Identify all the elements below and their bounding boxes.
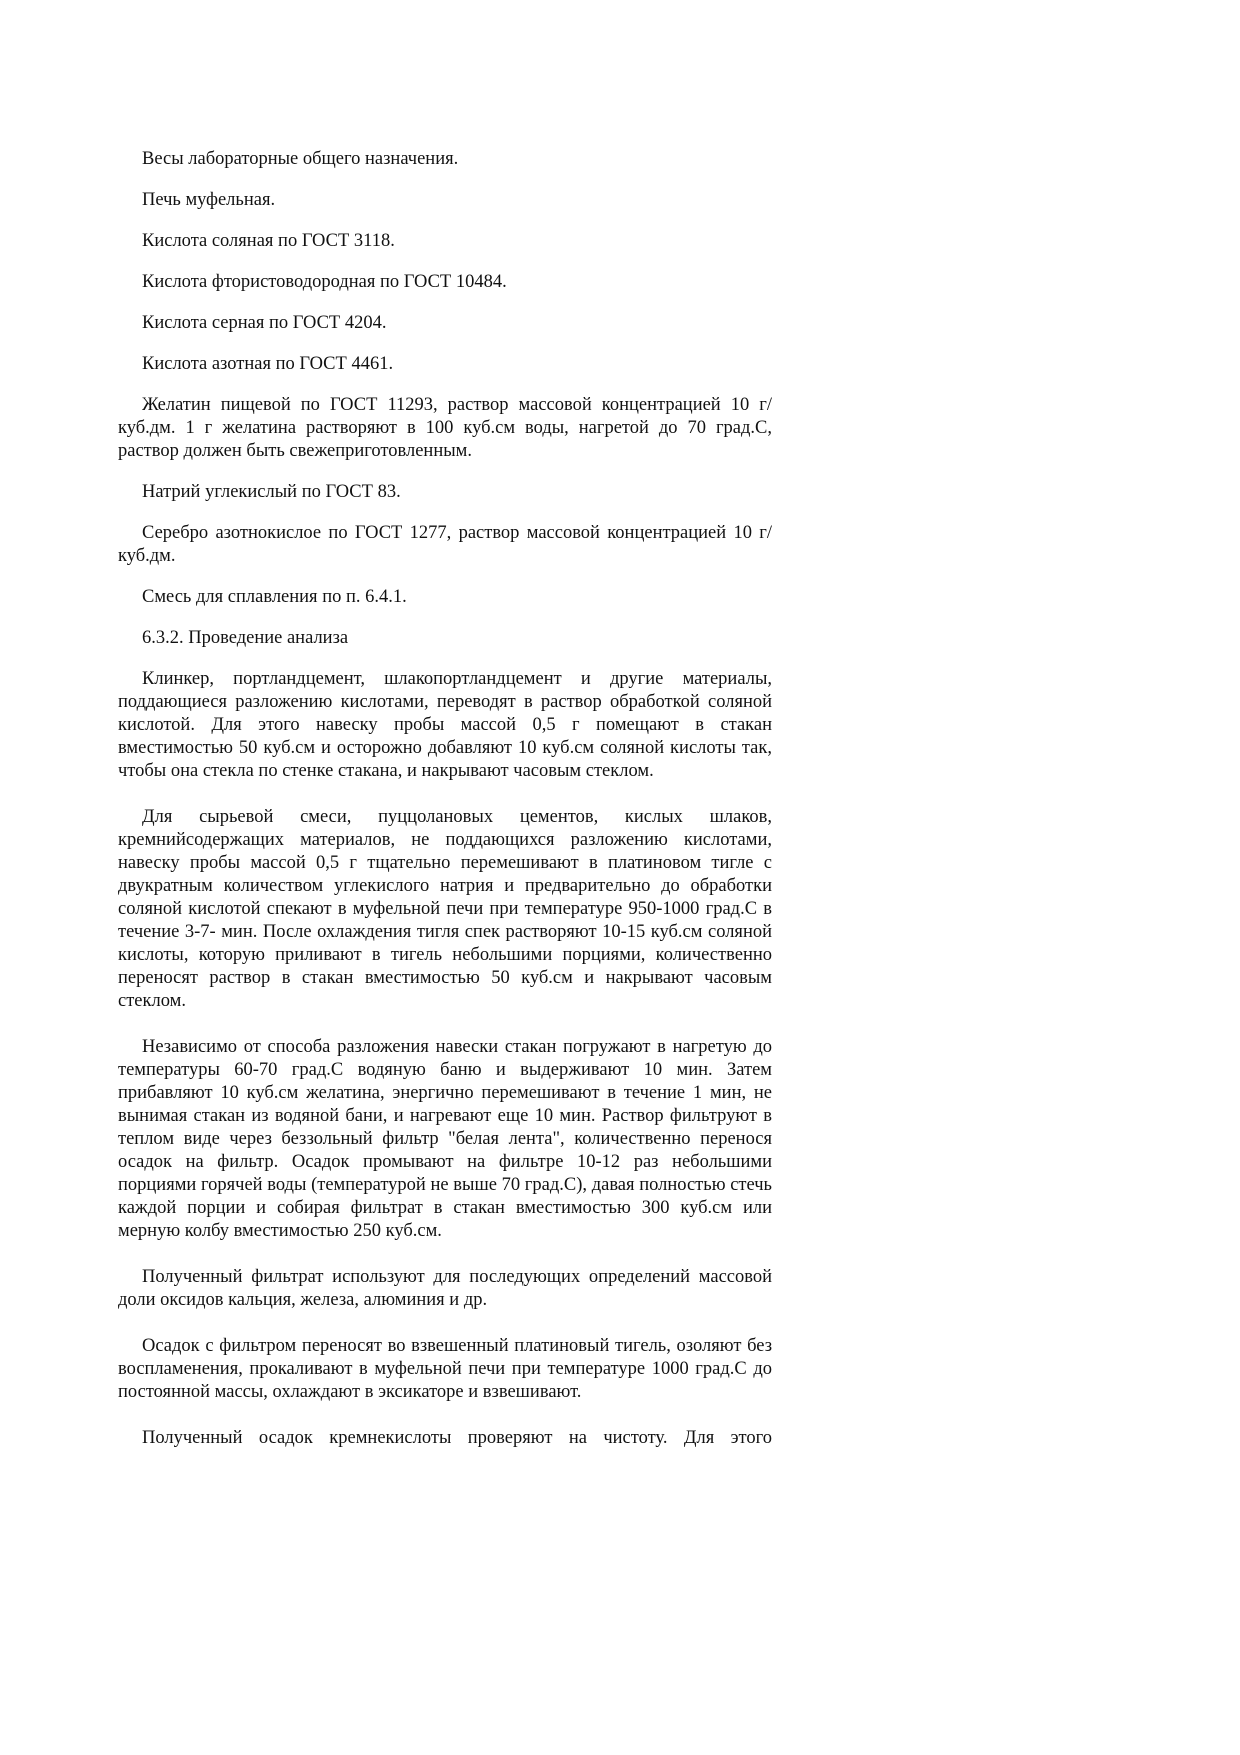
paragraph-raw-mix: Для сырьевой смеси, пуццолановых цементов, кислых шлаков, кремнийсодержащих материалов, не поддающихся разложению кислотами, навеску пробы массой 0,5 г тщательно перемешивают в платиновом тигле с двукратным количеством углекислого натрия и предварительно до обработки соляной кислотой спекают в муфельной печи при температуре 950-1000 град.С в течение 3-7- мин. После охлаждения тигля спек растворяют 10-15 куб.см соляной кислоты, которую приливают в тигель небольшими порциями, количественно переносят раствор в стакан вместимостью 50 куб.см и накрывают часовым стеклом. xyxy=(118,807,772,1011)
paragraph-muffle-furnace: Печь муфельная. xyxy=(142,190,276,210)
document-page xyxy=(118,148,772,1450)
paragraph-silver-nitrate: Серебро азотнокислое по ГОСТ 1277, раствор массовой концентрацией 10 г/куб.дм. xyxy=(118,523,772,566)
paragraph-clinker: Клинкер, портландцемент, шлакопортландцемент и другие материалы, поддающиеся разложению кислотами, переводят в раствор обработкой соляной кислотой. Для этого навеску пробы массой 0,5 г помещают в стакан вместимостью 50 куб.см и осторожно добавляют 10 куб.см соляной кислоты так, чтобы она стекла по стенке стакана, и накрывают часовым стеклом. xyxy=(118,669,772,781)
paragraph-scales: Весы лабораторные общего назначения. xyxy=(142,149,459,169)
paragraph-silica-check: Полученный осадок кремнекислоты проверяют на чистоту. Для этого xyxy=(142,1428,772,1448)
paragraph-hydrofluoric-acid: Кислота фтористоводородная по ГОСТ 10484. xyxy=(142,272,507,292)
paragraph-fusion-mixture: Смесь для сплавления по п. 6.4.1. xyxy=(142,587,407,607)
paragraph-precipitate: Осадок с фильтром переносят во взвешенный платиновый тигель, озоляют без воспламенения, прокаливают в муфельной печи при температуре 1000 град.С до постоянной массы, охлаждают в эксикаторе и взвешивают. xyxy=(118,1336,772,1402)
paragraph-sulfuric-acid: Кислота серная по ГОСТ 4204. xyxy=(142,313,387,333)
paragraph-gelatin: Желатин пищевой по ГОСТ 11293, раствор массовой концентрацией 10 г/куб.дм. 1 г желатина растворяют в 100 куб.см воды, нагретой до 70 град.С, раствор должен быть свежеприготовленным. xyxy=(118,395,772,461)
paragraph-nitric-acid: Кислота азотная по ГОСТ 4461. xyxy=(142,354,394,374)
paragraph-filtrate: Полученный фильтрат используют для последующих определений массовой доли оксидов кальция, железа, алюминия и др. xyxy=(118,1267,772,1310)
paragraph-hydrochloric-acid: Кислота соляная по ГОСТ 3118. xyxy=(142,231,395,251)
paragraph-water-bath: Независимо от способа разложения навески стакан погружают в нагретую до температуры 60-70 град.С водяную баню и выдерживают 10 мин. Затем прибавляют 10 куб.см желатина, энергично перемешивают в течение 1 мин, не вынимая стакан из водяной бани, и нагревают еще 10 мин. Раствор фильтруют в теплом виде через беззольный фильтр "белая лента", количественно перенося осадок на фильтр. Осадок промывают на фильтре 10-12 раз небольшими порциями горячей воды (температурой не выше 70 град.С), давая полностью стечь каждой порции и собирая фильтрат в стакан вместимостью 300 куб.см или мерную колбу вместимостью 250 куб.см. xyxy=(118,1037,772,1241)
paragraph-sodium-carbonate: Натрий углекислый по ГОСТ 83. xyxy=(142,482,401,502)
section-heading-analysis: 6.3.2. Проведение анализа xyxy=(142,628,349,648)
